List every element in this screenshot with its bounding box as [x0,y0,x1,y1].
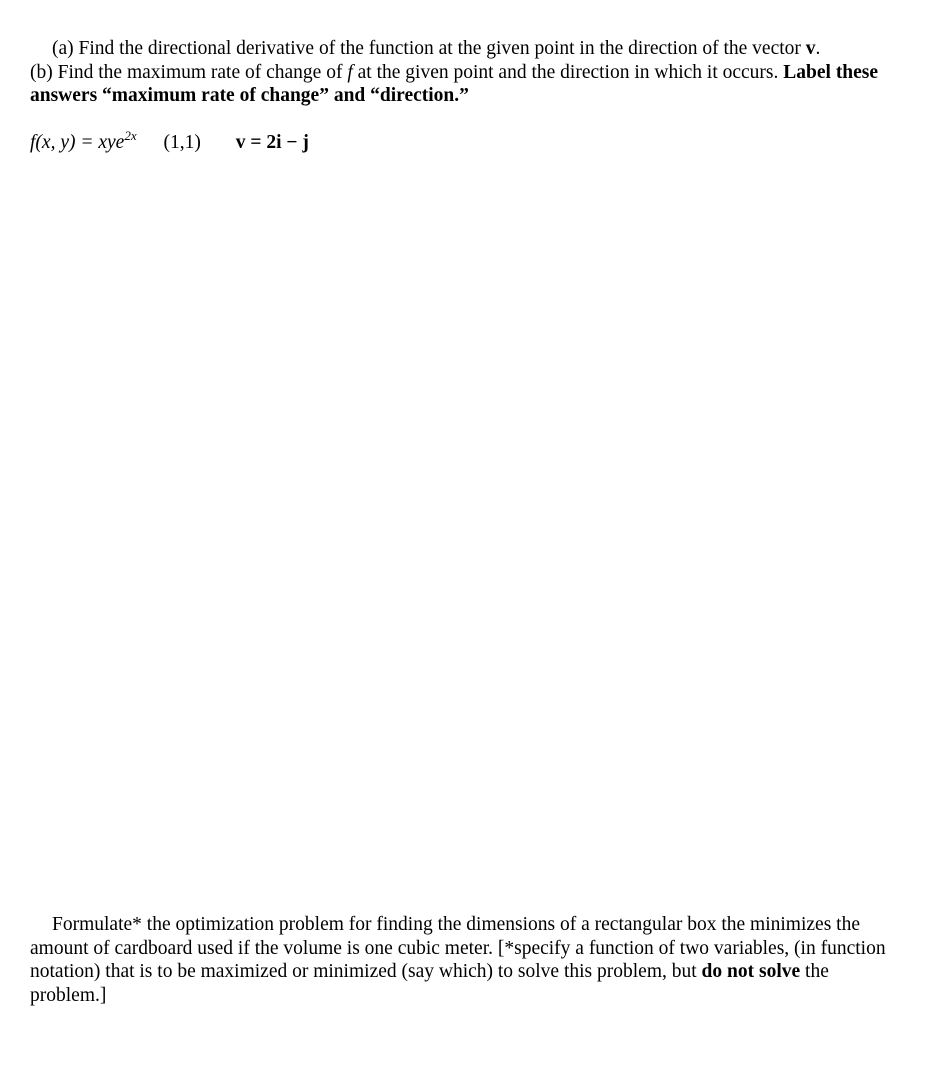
function-f-italic: f [347,61,353,83]
problem-1b [30,61,910,108]
problem-1a-end: . [815,38,821,59]
function-exponent: 2x [124,128,137,143]
given-point: (1,1) [163,132,201,153]
problem-1b-text-2: at the given point and the direction in which it occurs. [352,61,784,83]
vector-v-bold: v [805,38,816,59]
problem-1a [30,37,910,61]
problem-1a-text: (a) Find the directional derivative of the function at the given point in the direction of the vector [52,38,806,59]
given-data-line [30,128,309,156]
problem-2-text-2: the problem.] [30,961,829,1006]
problem-1b-bold-instruction: Label these answers “maximum rate of change” and “direction.” [30,61,879,106]
direction-vector: v = 2i − j [235,132,309,153]
problem-2 [30,913,910,1007]
problem-1 [30,37,910,108]
function-definition: f(x, y) = xye [30,132,125,153]
problem-1b-text-1: (b) Find the maximum rate of change of [30,61,348,83]
problem-2-text-1: Formulate* the optimization problem for finding the dimensions of a rectangular box the minimizes the amount of cardboard used if the volume is one cubic meter. [*specify a function of two variables, (in function notation) that is to be maximized or minimized (say which) to solve this problem, but [30,914,886,982]
problem-2-text [30,913,910,1007]
problem-2-bold: do not solve [701,961,801,982]
